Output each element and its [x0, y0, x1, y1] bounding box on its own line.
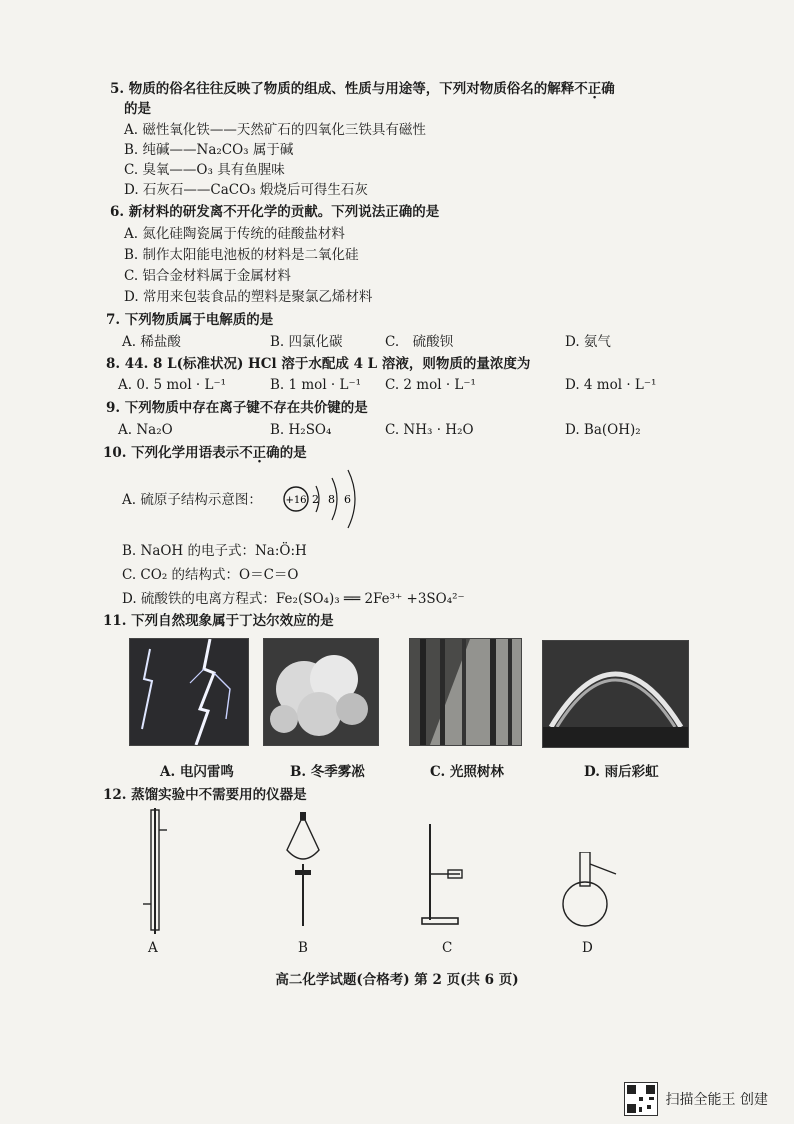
q5-stem-cont: 的是 [124, 101, 151, 117]
q6-option-d: D. 常用来包装食品的塑料是聚氯乙烯材料 [124, 289, 373, 305]
q7-option-b: B. 四氯化碳 [270, 334, 343, 350]
photo-forest [409, 638, 522, 746]
page-footer: 高二化学试题(合格考) 第 2 页(共 6 页) [275, 972, 519, 988]
shell-count-2: 8 [328, 493, 335, 506]
q11-option-b: B. 冬季雾凇 [290, 764, 365, 780]
qr-code-icon [624, 1082, 658, 1116]
condenser-apparatus [140, 808, 170, 934]
q9-option-a: A. Na₂O [118, 422, 173, 438]
q11-option-d: D. 雨后彩虹 [584, 764, 659, 780]
q8-option-d: D. 4 mol · L⁻¹ [565, 377, 657, 393]
photo-rime [263, 638, 379, 746]
q10-stem: 10. 下列化学用语表示不正确的是 [103, 445, 307, 461]
q10-option-b: B. NaOH 的电子式：Na:Ö:H [122, 543, 307, 559]
shell-count-3: 6 [344, 493, 351, 506]
distillation-flask [558, 852, 620, 928]
q6-option-a: A. 氮化硅陶瓷属于传统的硅酸盐材料 [124, 226, 345, 242]
iron-stand [420, 824, 470, 926]
q11-stem: 11. 下列自然现象属于丁达尔效应的是 [103, 613, 334, 629]
photo-rainbow [542, 640, 689, 748]
q7-option-c: C. 硫酸钡 [385, 334, 454, 350]
q8-option-a: A. 0. 5 mol · L⁻¹ [118, 377, 227, 393]
q5-option-d: D. 石灰石——CaCO₃ 煅烧后可得生石灰 [124, 182, 368, 198]
q12-stem: 12. 蒸馏实验中不需要用的仪器是 [103, 787, 307, 803]
q5-option-a: A. 磁性氧化铁——天然矿石的四氧化三铁具有磁性 [124, 122, 426, 138]
q11-option-a: A. 电闪雷鸣 [160, 764, 234, 780]
sulfur-atom-diagram [280, 462, 370, 532]
separatory-funnel [283, 812, 323, 930]
q7-option-a: A. 稀盐酸 [122, 334, 181, 350]
q6-option-c: C. 铝合金材料属于金属材料 [124, 268, 291, 284]
q8-option-c: C. 2 mol · L⁻¹ [385, 377, 476, 393]
q8-option-b: B. 1 mol · L⁻¹ [270, 377, 362, 393]
q12-label-a: A [148, 940, 158, 956]
q6-option-b: B. 制作太阳能电池板的材料是二氧化硅 [124, 247, 359, 263]
q11-option-c: C. 光照树林 [430, 764, 504, 780]
q12-label-b: B [298, 940, 308, 956]
q6-stem: 6. 新材料的研发离不开化学的贡献。下列说法正确的是 [110, 204, 440, 220]
q10-emphasis: 不正确 [239, 445, 280, 461]
scanner-watermark [624, 1082, 768, 1116]
q10-option-c: C. CO₂ 的结构式：O＝C＝O [122, 567, 299, 583]
q8-stem: 8. 44. 8 L(标准状况) HCl 溶于水配成 4 L 溶液，则物质的量浓度为 [106, 356, 531, 372]
watermark-text: 扫描全能王 创建 [665, 1092, 768, 1108]
q10-option-d: D. 硫酸铁的电离方程式：Fe₂(SO₄)₃ ══ 2Fe³⁺ +3SO₄²⁻ [122, 591, 465, 607]
q5-emphasis: 不正确 [574, 81, 615, 97]
q12-label-c: C [442, 940, 453, 956]
q12-label-d: D [582, 940, 593, 956]
q7-option-d: D. 氨气 [565, 334, 611, 350]
q9-option-c: C. NH₃ · H₂O [385, 422, 474, 438]
q5-option-b: B. 纯碱——Na₂CO₃ 属于碱 [124, 142, 294, 158]
q9-option-b: B. H₂SO₄ [270, 422, 332, 438]
q7-stem: 7. 下列物质属于电解质的是 [106, 312, 274, 328]
q10-option-a: A. 硫原子结构示意图： [122, 492, 262, 508]
photo-lightning [129, 638, 249, 746]
q5-option-c: C. 臭氧——O₃ 具有鱼腥味 [124, 162, 285, 178]
q5-stem: 5. 物质的俗名往往反映了物质的组成、性质与用途等，下列对物质俗名的解释不正确 [110, 81, 615, 97]
shell-count-1: 2 [312, 493, 319, 506]
q9-stem: 9. 下列物质中存在离子键不存在共价键的是 [106, 400, 368, 416]
q9-option-d: D. Ba(OH)₂ [565, 422, 641, 438]
nucleus-charge: +16 [285, 495, 307, 506]
